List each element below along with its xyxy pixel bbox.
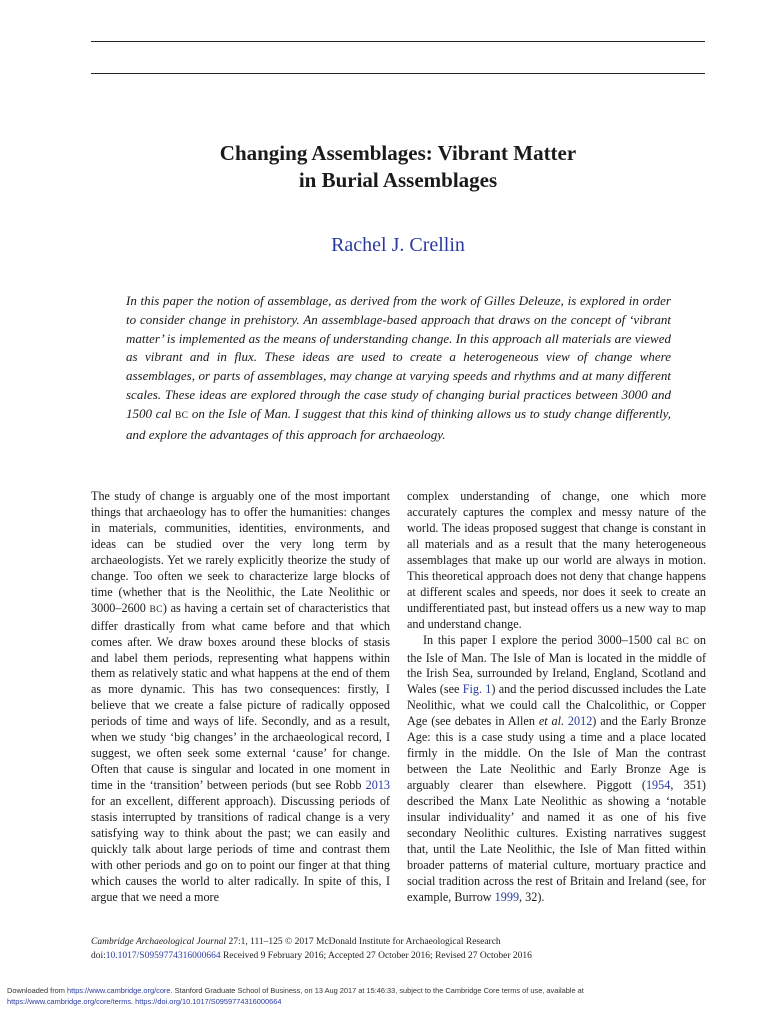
cambridge-core-link[interactable]: https://www.cambridge.org/core	[66, 986, 171, 995]
journal-name: Cambridge Archaeological Journal	[91, 937, 227, 947]
received-dates: Received 9 February 2016; Accepted 27 October 2016; Revised 27 October 2016	[220, 951, 532, 961]
right-text-c: ) and the period discussed includes the Late Neolithic, what we could call the Chalcolithic, or Copper Age (see debates in Allen	[407, 682, 706, 729]
header-rule-top	[91, 41, 705, 42]
abstract-text-b: on the Isle of Man. I suggest that this kind of thinking allows us to study change differently, and explore the advantages of this approach for archaeology.	[126, 405, 671, 442]
citation-footer	[91, 935, 705, 963]
ref-allen-2012-link[interactable]: 2012	[567, 714, 593, 729]
doi-link[interactable]: 10.1017/S0959774316000664	[105, 951, 221, 961]
ref-burrow-1999-link[interactable]: 1999	[494, 889, 520, 904]
download-text-a: Downloaded from	[7, 986, 67, 995]
abstract	[126, 292, 671, 444]
download-text-c: .	[131, 997, 136, 1006]
header-rule-bottom	[91, 73, 705, 74]
right-text-f: , 351) described the Manx Late Neolithic as showing a ‘notable insular individuality’ and named it as one of his five secondary Neolithic cultures. Existing narratives suggest that, until the Late Neolithic, the Isle of Man fitted within broader patterns of material culture, mortuary practice and social tradition across the rest of Britain and Ireland (see, for example, Burrow	[407, 778, 706, 904]
fig-1-link[interactable]: Fig. 1	[462, 682, 492, 697]
right-text-g: , 32).	[519, 889, 545, 904]
download-line-2	[7, 996, 762, 1007]
doi-label: doi:	[91, 951, 106, 961]
terms-link[interactable]: https://www.cambridge.org/core/terms	[7, 997, 132, 1006]
abstract-text-a: In this paper the notion of assemblage, as derived from the work of Gilles Deleuze, is explored in order to consider change in prehistory. An assemblage-based approach that draws on the concept of ‘vibrant matter’ is implemented as the means of understanding change. In this approach all materials are viewed as vibrant and in flux. These ideas are used to create a heterogeneous view of change where assemblages, or parts of assemblages, may change at varying speeds and rhythms and at many different scales. These ideas are explored through the case study of changing burial practices between 3000 and 1500 cal	[126, 293, 671, 421]
title-line-2: in Burial Assemblages	[298, 168, 498, 192]
body-column-left	[91, 489, 390, 906]
left-text-a: The study of change is arguably one of the most important things that archaeology has to offer the humanities: changes in materials, communities, identities, environments, and ideas can be studied over the very long term by archaeologists. Yet we rarely explicitly theorize the study of change. Too often we seek to characterize large blocks of time (whether that is the Neolithic, the Late Neolithic or 3000–2600	[91, 489, 390, 615]
left-paragraph	[91, 489, 390, 906]
download-notice	[7, 985, 762, 1007]
left-text-b: ) as having a certain set of characteristics that differ drastically from what came before and that which comes after. We draw boxes around these blocks of stasis and label them periods, representing what happens within them as relatively static and what happens at the end of them as more dynamic. This has two consequences: firstly, I believe that we create a false picture of radically opposed periods of time and ways of life. Secondly, and as a result, when we study ‘big changes’ in the archaeological record, I suggest, we often seek some external ‘cause’ for change. Often that cause is singular and located in one moment in time in the ‘transition’ between periods (but see Robb	[91, 600, 391, 793]
title-line-1: Changing Assemblages: Vibrant Matter	[219, 141, 577, 165]
doi-url-link[interactable]: https://doi.org/10.1017/S0959774316000664	[135, 997, 282, 1006]
article-title	[91, 140, 705, 194]
body-column-right	[407, 489, 706, 906]
volume-copyright: 27:1, 111–125 © 2017 McDonald Institute for Archaeological Research	[226, 937, 501, 947]
left-bc: BC	[149, 604, 163, 615]
right-text-a: In this paper I explore the period 3000–1500 cal	[423, 632, 676, 647]
download-line-1	[7, 985, 762, 996]
abstract-bc: BC	[175, 410, 189, 421]
right-bc: BC	[675, 636, 690, 647]
right-text-e: ) and the Early Bronze Age: this is a case study using a time and a place located firmly in the middle. On the Isle of Man the contrast between the Late Neolithic and Early Bronze Age is arguably clearer than elsewhere. Piggott (	[407, 714, 706, 793]
left-text-c: for an excellent, different approach). Discussing periods of stasis interrupted by transitions of radical change is a very satisfying way to think about the past; we can easily and quickly talk about large periods of time and contrast them with other periods and go on to point our finger at that thing which causes the world to alter radically. In spite of this, I argue that we need a more	[91, 794, 390, 904]
right-text-b: on the Isle of Man. The Isle of Man is located in the middle of the Irish Sea, surrounded by Ireland, England, Scotland and Wales (see	[407, 632, 706, 697]
footer-line-1	[91, 935, 705, 949]
author-name: Rachel J. Crellin	[331, 234, 465, 256]
footer-line-2	[91, 949, 705, 963]
right-paragraph-1: complex understanding of change, one which more accurately captures the complex and messy nature of the world. The ideas proposed suggest that change is constant in all materials and as a result that the many heterogeneous assemblages that make up our world are always in motion. This theoretical approach does not deny that change happens at different scales and speeds, nor does it seek to create an undifferentiated past, but instead offers us a new way to map and understand change.	[407, 489, 706, 631]
ref-piggott-1954-link[interactable]: 1954	[645, 778, 671, 793]
et-al: et al.	[538, 714, 565, 729]
right-paragraph-2	[407, 633, 706, 906]
download-text-b: . Stanford Graduate School of Business, on 13 Aug 2017 at 15:46:33, subject to the Cambridge Core terms of use, available at	[170, 986, 584, 995]
ref-robb-2013-link[interactable]: 2013	[365, 778, 390, 793]
